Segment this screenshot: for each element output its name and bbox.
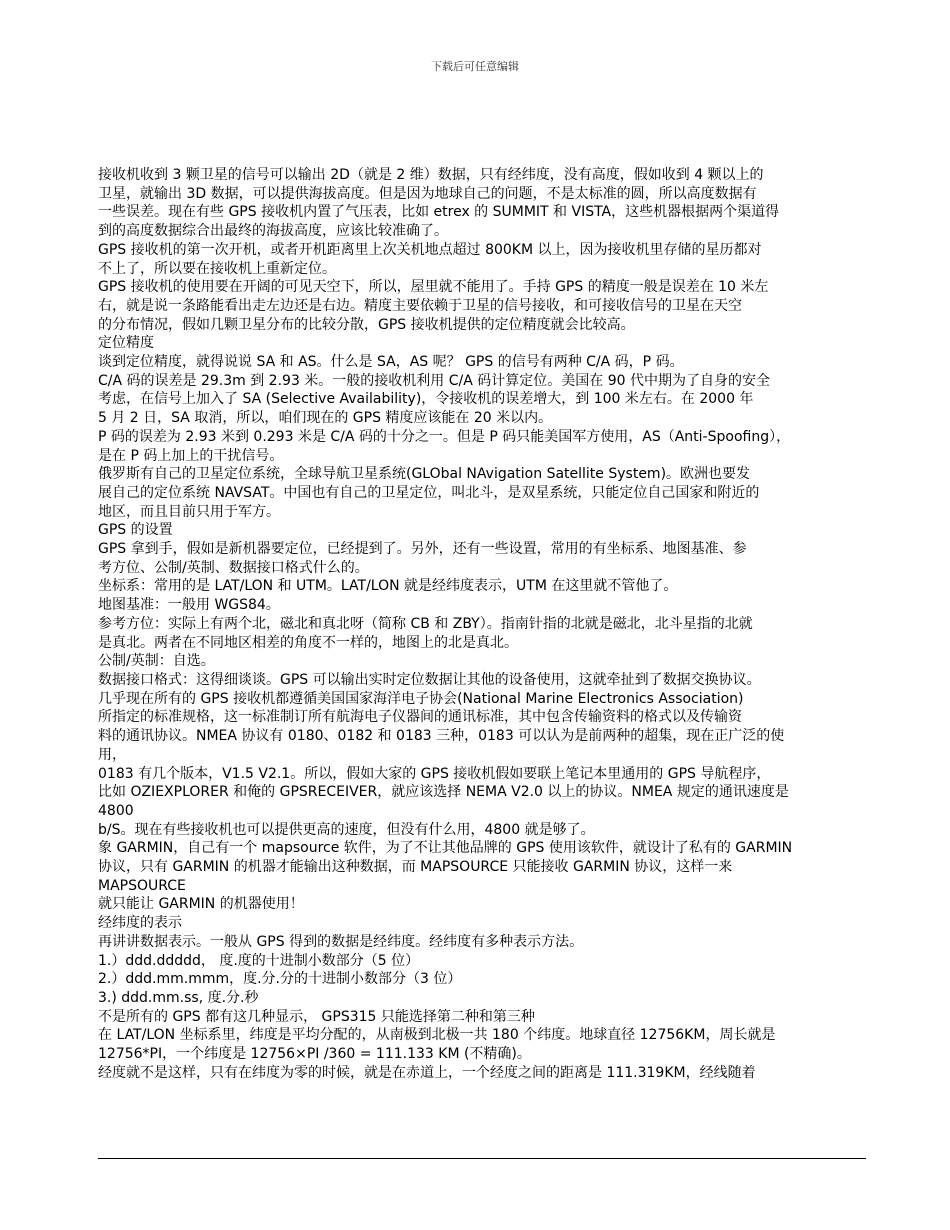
text-line: 地图基准：一般用 WGS84。 — [98, 597, 280, 614]
text-line: 是在 P 码上加上的干扰信号。 — [98, 447, 284, 464]
text-line: GPS 接收机的使用要在开阔的可见天空下，所以，屋里就不能用了。手持 GPS 的精度一般是误差在 10 米左 — [98, 279, 769, 296]
text-line: 定位精度 — [98, 335, 154, 352]
text-line: 0183 有几个版本，V1.5 V2.1。所以，假如大家的 GPS 接收机假如要联上笔记本里通用的 GPS 导航程序， — [98, 765, 771, 782]
text-line: 不上了，所以要在接收机上重新定位。 — [98, 260, 336, 277]
document-body — [98, 166, 868, 1082]
text-line: 几乎现在所有的 GPS 接收机都遵循美国国家海洋电子协会(National Marine Electronics Association) — [98, 690, 744, 707]
text-line: 象 GARMIN，自己有一个 mapsource 软件，为了不让其他品牌的 GPS 使用该软件，就设计了私有的 GARMIN — [98, 840, 793, 857]
text-line: 俄罗斯有自己的卫星定位系统，全球导航卫星系统(GLObal NAvigation Satellite System)。欧洲也要发 — [98, 466, 751, 483]
text-line: 5 月 2 日，SA 取消，所以，咱们现在的 GPS 精度应该能在 20 米以内。 — [98, 410, 553, 427]
text-line: 是真北。两者在不同地区相差的角度不一样的，地图上的北是真北。 — [98, 634, 518, 651]
text-line: 再讲讲数据表示。一般从 GPS 得到的数据是经纬度。经纬度有多种表示方法。 — [98, 933, 584, 950]
text-line: 4800 — [98, 802, 134, 819]
text-line: 用， — [98, 746, 126, 763]
text-line: 料的通讯协议。NMEA 协议有 0180、0182 和 0183 三种，0183 可以认为是前两种的超集，现在正广泛的使 — [98, 728, 785, 745]
text-line: 数据接口格式：这得细谈谈。GPS 可以输出实时定位数据让其他的设备使用，这就牵扯到了数据交换协议。 — [98, 671, 761, 688]
text-line: 一些误差。现在有些 GPS 接收机内置了气压表，比如 etrex 的 SUMMIT 和 VISTA，这些机器根据两个渠道得 — [98, 204, 780, 221]
text-line: 接收机收到 3 颗卫星的信号可以输出 2D（就是 2 维）数据，只有经纬度，没有高度，假如收到 4 颗以上的 — [98, 167, 764, 183]
text-line: 展自己的定位系统 NAVSAT。中国也有自己的卫星定位，叫北斗，是双星系统，只能定位自己国家和附近的 — [98, 484, 760, 501]
text-line: 考虑，在信号上加入了 SA (Selective Availability)，令接收机的误差增大，到 100 米左右。在 2000 年 — [98, 391, 754, 408]
text-line: 右，就是说一条路能看出走左边还是右边。精度主要依赖于卫星的信号接收，和可接收信号的卫星在天空 — [98, 297, 742, 314]
text-line: 协议，只有 GARMIN 的机器才能输出这种数据，而 MAPSOURCE 只能接收 GARMIN 协议，这样一来 — [98, 859, 733, 876]
text-line: 公制/英制：自选。 — [98, 653, 215, 670]
text-line: GPS 接收机的第一次开机，或者开机距离里上次关机地点超过 800KM 以上，因为接收机里存储的星历都对 — [98, 241, 762, 258]
text-line: 2.）ddd.mm.mmm，度.分.分的十进制小数部分（3 位） — [98, 971, 462, 988]
text-line: 所指定的标准规格，这一标准制订所有航海电子仪器间的通讯标准，其中包含传输资料的格式以及传输资 — [98, 709, 742, 726]
text-line: 在 LAT/LON 坐标系里，纬度是平均分配的，从南极到北极一共 180 个纬度。地球直径 12756KM，周长就是 — [98, 1027, 776, 1044]
text-line: 经度就不是这样，只有在纬度为零的时候，就是在赤道上，一个经度之间的距离是 111.319KM，经线随着 — [98, 1064, 756, 1081]
text-line: 1.）ddd.ddddd， 度.度的十进制小数部分（5 位） — [98, 952, 420, 969]
text-line: GPS 的设置 — [98, 522, 173, 539]
text-line: 谈到定位精度，就得说说 SA 和 AS。什么是 SA，AS 呢？ GPS 的信号有两种 C/A 码，P 码。 — [98, 354, 684, 371]
text-line: 3.) ddd.mm.ss, 度.分.秒 — [98, 989, 259, 1006]
text-line: 不是所有的 GPS 都有这几种显示， GPS315 只能选择第二种和第三种 — [98, 1008, 535, 1025]
text-line: 就只能让 GARMIN 的机器使用！ — [98, 896, 304, 913]
text-line: 地区，而且目前只用于军方。 — [98, 503, 280, 520]
text-line: GPS 拿到手，假如是新机器要定位，已经提到了。另外，还有一些设置，常用的有坐标系、地图基准、参 — [98, 541, 747, 558]
text-line: 经纬度的表示 — [98, 915, 182, 932]
text-line: 考方位、公制/英制、数据接口格式什么的。 — [98, 559, 369, 576]
text-line: 比如 OZIEXPLORER 和俺的 GPSRECEIVER，就应该选择 NEMA V2.0 以上的协议。NMEA 规定的通讯速度是 — [98, 784, 789, 801]
page-header: 下载后可任意编辑 — [431, 60, 519, 73]
text-line: 参考方位：实际上有两个北，磁北和真北呀（简称 CB 和 ZBY）。指南针指的北就是磁北，北斗星指的北就 — [98, 615, 753, 632]
text-line: MAPSOURCE — [98, 877, 186, 894]
text-line: 的分布情况，假如几颗卫星分布的比较分散，GPS 接收机提供的定位精度就会比较高。 — [98, 316, 635, 333]
text-line: b/S。现在有些接收机也可以提供更高的速度，但没有什么用，4800 就是够了。 — [98, 821, 595, 838]
footer-divider — [98, 1158, 866, 1159]
text-line: 坐标系：常用的是 LAT/LON 和 UTM。LAT/LON 就是经纬度表示，UTM 在这里就不管他了。 — [98, 578, 678, 595]
text-line: 卫星，就输出 3D 数据，可以提供海拔高度。但是因为地球自己的问题，不是太标准的圆，所以高度数据有 — [98, 185, 757, 202]
text-line: C/A 码的误差是 29.3m 到 2.93 米。一般的接收机利用 C/A 码计算定位。美国在 90 代中期为了自身的安全 — [98, 372, 770, 389]
text-line: 12756*PI，一个纬度是 12756×PI /360 = 111.133 KM (不精确)。 — [98, 1046, 531, 1063]
text-line: P 码的误差为 2.93 米到 0.293 米是 C/A 码的十分之一。但是 P 码只能美国军方使用，AS（Anti-Spoofing）， — [98, 428, 791, 445]
text-line: 到的高度数据综合出最终的海拔高度，应该比较准确了。 — [98, 223, 448, 240]
